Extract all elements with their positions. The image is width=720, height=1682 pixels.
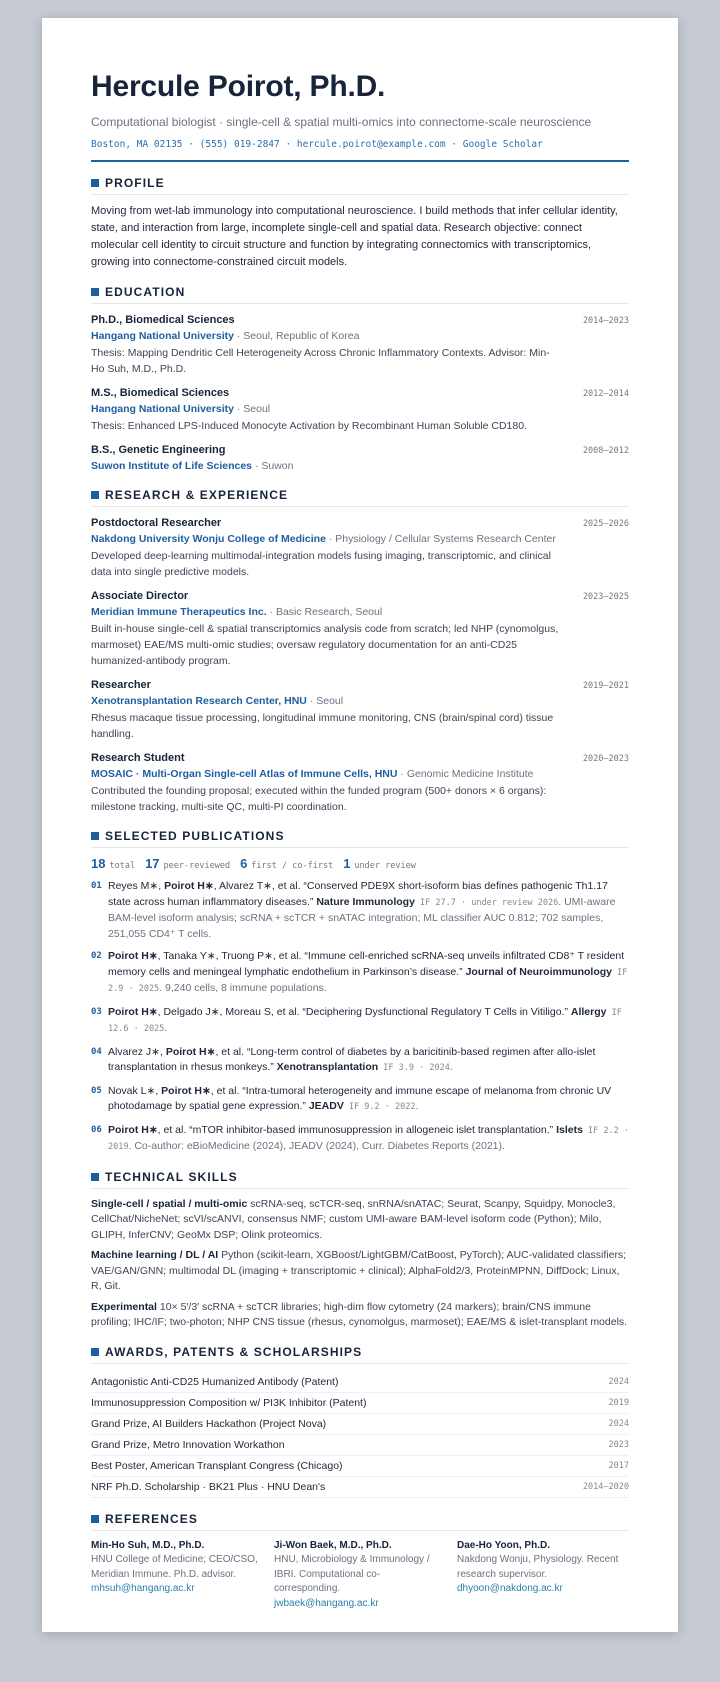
awards-list (91, 1372, 629, 1498)
citation-title: , Tanaka Y∗, Truong P∗, et al. “Immune cell-enriched scRNA-seq unveils infiltrated CD8⁺ T resident memory cells and meningeal lymphatic endothelium in Parkinson’s disease.” (108, 950, 625, 978)
entry-organization (91, 328, 629, 344)
publication-number: 05 (91, 1085, 102, 1096)
citation-title: , Delgado J∗, Moreau S, et al. “Deciphering Dysfunctional Regulatory T Cells in Vitiligo.” (157, 1005, 571, 1018)
publication-list (91, 879, 629, 1156)
entry-item (91, 677, 629, 742)
entry-title: Ph.D., Biomedical Sciences (91, 314, 235, 326)
section-bullet-icon (91, 832, 99, 840)
award-year: 2019 (608, 1397, 629, 1408)
entry-title: B.S., Genetic Engineering (91, 444, 226, 456)
self-author: Poirot H∗ (164, 880, 214, 892)
entry-item (91, 588, 629, 669)
award-name: Grand Prize, AI Builders Hackathon (Project Nova) (91, 1417, 327, 1430)
publication-citation (108, 1045, 629, 1077)
stat-label: under review (354, 861, 416, 871)
award-name: Best Poster, American Transplant Congress (Chicago) (91, 1459, 343, 1472)
entry-item (91, 385, 629, 434)
institution-name: MOSAIC · Multi-Organ Single-cell Atlas of Immune Cells, HNU (91, 768, 398, 780)
award-year: 2017 (608, 1460, 629, 1471)
citation-title: , Alvarez T∗, et al. “Conserved PDE9X short-isoform bias defines pathogenic Th1.17 state across human inflammatory diseases.” (108, 880, 608, 908)
institution-name: Hangang National University (91, 403, 234, 415)
impact-factor: IF 9.2 · 2022 (343, 1102, 416, 1112)
stat-item (91, 856, 135, 871)
award-row (91, 1435, 629, 1456)
journal-name: Xenotransplantation (276, 1061, 379, 1073)
education-list (91, 312, 629, 474)
publication-item (91, 1045, 629, 1077)
section-bullet-icon (91, 1173, 99, 1181)
publication-note: . (415, 1100, 419, 1112)
award-row (91, 1414, 629, 1435)
journal-name: Journal of Neuroimmunology (465, 965, 612, 978)
publication-note: . (449, 1061, 453, 1073)
entry-description: Contributed the founding proposal; executed within the funded program (500+ donors × 6 organs): milestone tracking, multi-site QC, multi-PI coordination. (91, 785, 547, 813)
publication-citation (108, 1005, 629, 1038)
research-list (91, 515, 629, 815)
award-year: 2014–2020 (582, 1481, 629, 1492)
publication-citation (108, 1123, 629, 1156)
entry-title: Researcher (91, 679, 151, 691)
section-header: PROFILE (91, 176, 629, 195)
section-header: SELECTED PUBLICATIONS (91, 829, 629, 848)
reference-name: Min-Ho Suh, M.D., Ph.D. (91, 1539, 205, 1551)
publication-item (91, 879, 629, 942)
skills-list (91, 1197, 629, 1331)
entry-date: 2014–2023 (582, 316, 629, 326)
entry-date: 2020–2023 (582, 754, 629, 764)
journal-name: Nature Immunology (316, 895, 415, 908)
stat-number: 18 (91, 856, 106, 871)
impact-factor: IF 27.7 · under review 2026 (414, 897, 559, 908)
entry-title: Associate Director (91, 590, 189, 602)
section-bullet-icon (91, 1348, 99, 1356)
candidate-name: Hercule Poirot, Ph.D. (91, 70, 386, 103)
skill-details: Python (scikit-learn, XGBoost/LightGBM/CatBoost, PyTorch); AUC-validated classifiers; VAE/GAN/GNN; multimodal DL (imaging + transcriptomic + clinical); AlphaFold2/3, ProteinMPNN, DiffDock; Linux, R, Git. (91, 1249, 627, 1292)
award-name: Grand Prize, Metro Innovation Workathon (91, 1438, 285, 1451)
publication-item (91, 949, 629, 998)
authors-before: Alvarez J∗, (108, 1045, 166, 1058)
award-year: 2024 (608, 1418, 629, 1429)
entry-date: 2019–2021 (582, 681, 629, 691)
journal-name: Islets (556, 1123, 583, 1136)
entry-header-row (91, 442, 629, 458)
section-header: REFERENCES (91, 1512, 629, 1531)
references-section (91, 1512, 629, 1612)
awards-section (91, 1345, 629, 1498)
stat-item (145, 856, 230, 871)
reference-email[interactable]: mhsuh@hangang.ac.kr (91, 1583, 195, 1594)
references-list (91, 1539, 629, 1612)
journal-name: Allergy (570, 1005, 607, 1018)
publication-note: . 9,240 cells, 8 immune populations. (159, 982, 327, 994)
self-author: Poirot H∗ (161, 1084, 211, 1097)
stat-item (240, 856, 333, 871)
self-author: Poirot H∗ (108, 1123, 158, 1136)
entry-header-row (91, 677, 629, 693)
publication-number: 03 (91, 1006, 102, 1017)
publication-number: 01 (91, 881, 102, 891)
entry-date: 2012–2014 (582, 389, 629, 399)
reference-name: Ji-Won Baek, M.D., Ph.D. (274, 1539, 392, 1551)
entry-organization (91, 766, 629, 782)
entry-date: 2025–2026 (582, 519, 629, 529)
self-author: Poirot H∗ (108, 1005, 158, 1018)
stat-label: total (109, 861, 136, 871)
candidate-subtitle: Computational biologist · single-cell & spatial multi-omics into connectome-scale neuroscience (91, 115, 592, 129)
skill-details: scRNA-seq, scTCR-seq, snRNA/snATAC; Seurat, Scanpy, Squidpy, Monocle3, CellChat/NicheNet; scVI/scANVI, consensus NMF; custom UMI-aware BAM-level isoform code (Python); Milo, GLIPH, InferCNV; GeoMx DSP; Olink proteomics. (91, 1197, 616, 1241)
entry-item (91, 515, 629, 580)
reference-description: HNU, Microbiology & Immunology / IBRI. Computational co-corresponding. (274, 1554, 430, 1594)
research-section (91, 488, 629, 815)
publication-item (91, 1123, 629, 1156)
section-bullet-icon (91, 1515, 99, 1523)
entry-organization (91, 693, 629, 709)
publication-item (91, 1005, 629, 1038)
stat-number: 6 (240, 856, 248, 871)
entry-header-row (91, 515, 629, 531)
award-row (91, 1393, 629, 1414)
profile-section (91, 176, 629, 271)
publication-number: 04 (91, 1046, 102, 1057)
entry-header-row (91, 588, 629, 604)
institution-location: · Genomic Medicine Institute (397, 768, 534, 780)
reference-card (274, 1539, 441, 1612)
publication-citation (108, 879, 629, 942)
publication-citation (108, 1084, 629, 1116)
entry-header-row (91, 750, 629, 766)
skill-category: Single-cell / spatial / multi-omic (91, 1197, 248, 1210)
impact-factor: IF 12.6 · 2025 (108, 1007, 622, 1034)
self-author: Poirot H∗ (108, 950, 158, 962)
institution-location: · Basic Research, Seoul (266, 606, 383, 618)
publication-item (91, 1084, 629, 1116)
institution-location: · Physiology / Cellular Systems Research Center (325, 533, 556, 545)
award-name: Antagonistic Anti-CD25 Humanized Antibody (Patent) (91, 1375, 339, 1388)
entry-description: Thesis: Enhanced LPS-Induced Monocyte Activation by Recombinant Human Soluble CD180. (91, 420, 527, 432)
reference-card (91, 1539, 258, 1612)
institution-name: Xenotransplantation Research Center, HNU (91, 695, 307, 707)
award-row (91, 1456, 629, 1477)
entry-item (91, 442, 629, 474)
publication-citation (108, 949, 629, 998)
reference-description: HNU College of Medicine; CEO/CSO, Meridian Immune. Ph.D. advisor. (91, 1554, 258, 1580)
award-name: NRF Ph.D. Scholarship · BK21 Plus · HNU Dean's (91, 1480, 326, 1493)
section-header: TECHNICAL SKILLS (91, 1170, 629, 1189)
self-author: Poirot H∗ (165, 1045, 216, 1058)
award-name: Immunosuppression Composition w/ PI3K Inhibitor (Patent) (91, 1396, 367, 1409)
education-section (91, 285, 629, 474)
entry-date: 2023–2025 (582, 592, 629, 602)
entry-organization (91, 401, 629, 417)
publication-stats (91, 856, 629, 871)
entry-title: M.S., Biomedical Sciences (91, 387, 230, 399)
stat-item (343, 856, 416, 871)
entry-title: Postdoctoral Researcher (91, 517, 222, 529)
institution-location: · Seoul (306, 695, 344, 707)
institution-location: · Suwon (252, 460, 294, 472)
publication-note: . Co-author: eBioMedicine (2024), JEADV (2024), Curr. Diabetes Reports (2021). (128, 1140, 505, 1152)
entry-title: Research Student (91, 752, 185, 764)
reference-description: Nakdong Wonju, Physiology. Recent research supervisor. (457, 1554, 619, 1580)
institution-name: Nakdong University Wonju College of Medicine (91, 533, 326, 545)
profile-text: Moving from wet-lab immunology into computational neuroscience. I build methods that infer cellular identity, state, and interaction from large, incomplete single-cell and spatial data. Research objective: connect molecular cell identity to circuit structure and function by integrating connectomics with transcriptomics, growing into connectome-constrained circuit models. (91, 205, 618, 268)
reference-email[interactable]: dhyoon@nakdong.ac.kr (457, 1583, 563, 1594)
stat-number: 17 (145, 856, 160, 871)
entry-header-row (91, 385, 629, 401)
skill-details: 10× 5′/3′ scRNA + scTCR libraries; high-dim flow cytometry (24 markers); brain/CNS immune profiling; IHC/IF; two-photon; NHP CNS tissue (rhesus, cynomolgus, marmoset); EAE/MS & islet-transplant models. (91, 1300, 628, 1328)
authors-before: Reyes M∗, (108, 880, 165, 892)
section-header: RESEARCH & EXPERIENCE (91, 488, 629, 507)
authors-before: Novak L∗, (108, 1084, 162, 1097)
institution-name: Suwon Institute of Life Sciences (91, 460, 253, 472)
skill-group (91, 1197, 629, 1244)
impact-factor: IF 2.9 · 2025 (108, 967, 628, 994)
stat-number: 1 (343, 856, 351, 871)
impact-factor: IF 2.2 · 2019 (108, 1125, 629, 1152)
entry-description: Developed deep-learning multimodal-integration models fusing imaging, transcriptomic, and clinical data into single predictive models. (91, 550, 551, 578)
award-row (91, 1477, 629, 1498)
section-bullet-icon (91, 491, 99, 499)
entry-date: 2008–2012 (582, 446, 629, 456)
entry-organization (91, 604, 629, 620)
citation-title: , et al. “mTOR inhibitor-based immunosuppression in allogeneic islet transplantation.” (157, 1123, 557, 1136)
entry-description: Rhesus macaque tissue processing, longitudinal immune monitoring, CNS (brain/spinal cord) tissue handling. (91, 712, 554, 740)
institution-location: · Seoul, Republic of Korea (233, 330, 360, 342)
award-year: 2024 (608, 1376, 629, 1387)
stat-label: first / co-first (251, 861, 334, 871)
institution-location: · Seoul (233, 403, 271, 415)
stat-label: peer-reviewed (163, 861, 231, 871)
section-bullet-icon (91, 179, 99, 187)
citation-title: , et al. “Long-term control of diabetes by a baricitinib-based regimen after allo-islet transplantation in rhesus monkeys.” (108, 1045, 596, 1073)
section-header: EDUCATION (91, 285, 629, 304)
resume-page (42, 18, 678, 1632)
institution-name: Hangang National University (91, 330, 234, 342)
entry-item (91, 750, 629, 815)
entry-header-row (91, 312, 629, 328)
publications-section (91, 829, 629, 1156)
publication-note: . (164, 1022, 168, 1034)
entry-item (91, 312, 629, 377)
skill-group (91, 1300, 629, 1331)
award-year: 2023 (608, 1439, 629, 1450)
entry-organization (91, 531, 629, 547)
section-header: AWARDS, PATENTS & SCHOLARSHIPS (91, 1345, 629, 1364)
entry-description: Thesis: Mapping Dendritic Cell Heterogeneity Across Chronic Inflammatory Contexts. Advisor: Min-Ho Suh, M.D., Ph.D. (91, 347, 550, 375)
skill-category: Machine learning / DL / AI (91, 1249, 219, 1261)
entry-organization (91, 458, 629, 474)
skill-group (91, 1248, 629, 1295)
publication-note: . UMI-aware BAM-level isoform analysis; scRNA + scTCR + snATAC integration; ML classifier AUC 0.812; 702 samples, 251,055 CD4⁺ T cells. (108, 895, 616, 940)
entry-description: Built in-house single-cell & spatial transcriptomics analysis code from scratch; led NHP (cynomolgus, marmoset) EAE/MS multi-omic studies; oversaw regulatory documentation for an anti-CD25 humanized-antibody program. (91, 623, 559, 667)
publication-number: 02 (91, 951, 102, 961)
reference-name: Dae-Ho Yoon, Ph.D. (457, 1539, 550, 1551)
reference-card (457, 1539, 624, 1612)
skill-category: Experimental (91, 1300, 157, 1313)
section-bullet-icon (91, 288, 99, 296)
journal-name: JEADV (308, 1100, 344, 1112)
institution-name: Meridian Immune Therapeutics Inc. (91, 606, 267, 618)
impact-factor: IF 3.9 · 2024 (378, 1063, 450, 1073)
reference-email[interactable]: jwbaek@hangang.ac.kr (274, 1597, 379, 1609)
citation-title: , et al. “Intra-tumoral heterogeneity and immune escape of melanoma from chronic UV photodamage by spatial gene expression.” (108, 1084, 612, 1112)
award-row (91, 1372, 629, 1393)
skills-section (91, 1170, 629, 1331)
contact-line[interactable]: Boston, MA 02135 · (555) 019-2847 · hercule.poirot@example.com · Google Scholar (91, 138, 629, 162)
publication-number: 06 (91, 1124, 102, 1135)
